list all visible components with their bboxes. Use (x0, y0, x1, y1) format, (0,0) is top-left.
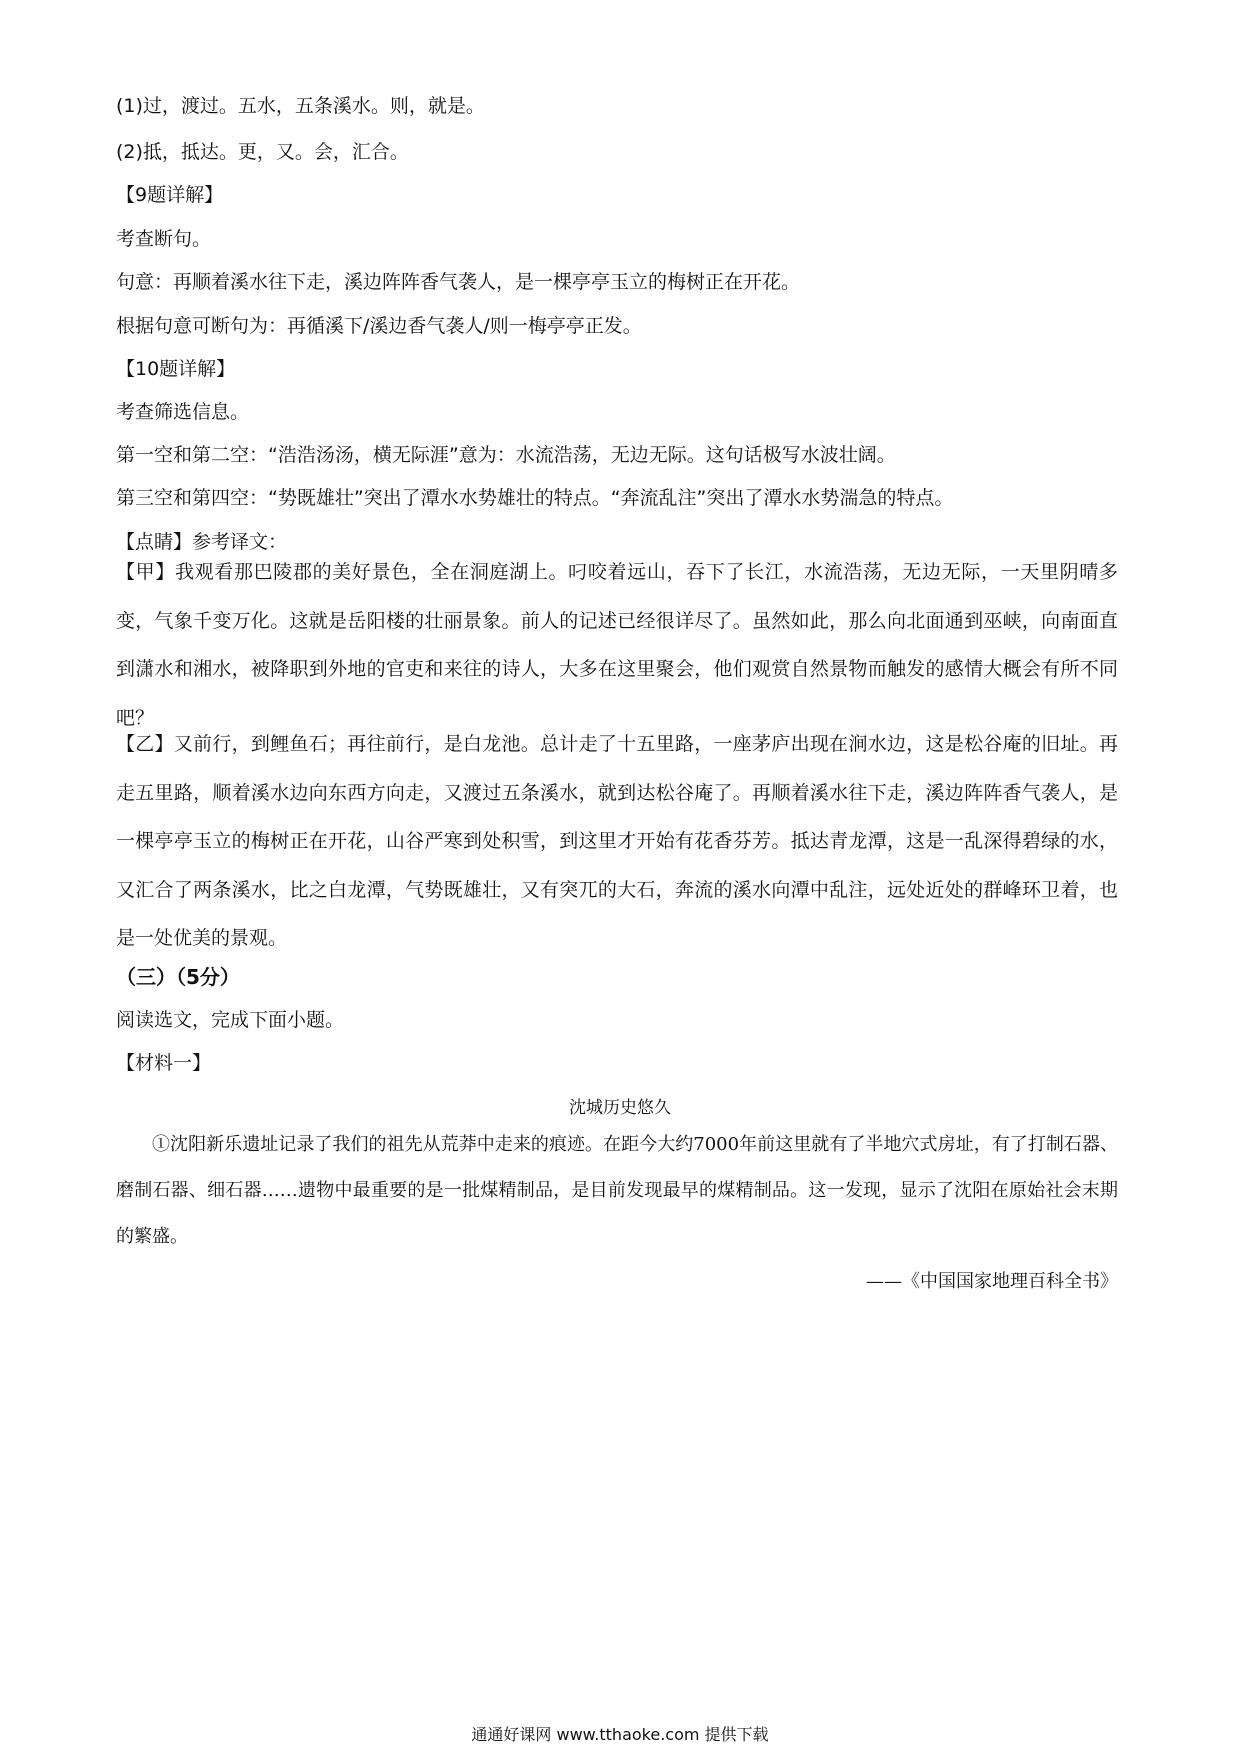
answer-line-2: (2)抵，抵达。更，又。会，汇合。 (116, 141, 409, 163)
page-footer: 通通好课网 www.tthaoke.com 提供下载 (471, 1725, 769, 1744)
q9-topic: 考查断句。 (116, 228, 212, 250)
translation-jia: 【甲】我观看那巴陵郡的美好景色，全在洞庭湖上。叼咬着远山，吞下了长江，水流浩荡，无边无际，一天里阴晴多变，气象千变万化。这就是岳阳楼的壮丽景象。前人的记述已经很详尽了。虽然如此，那么向北面通到巫峡，向南面直到潇水和湘水，被降职到外地的官吏和来往的诗人，大多在这里聚会，他们观赏自然景物而触发的感情大概会有所不同吧？ (116, 561, 1118, 729)
q10-heading: 【10题详解】 (116, 358, 236, 380)
section-heading: （三）（5分） (116, 965, 240, 989)
dianjing-heading: 【点睛】参考译文： (116, 531, 288, 553)
q10-blank-3-4: 第三空和第四空：“势既雄壮”突出了潭水水势雄壮的特点。“奔流乱注”突出了潭水水势湍急的特点。 (116, 487, 954, 509)
instruction: 阅读选文，完成下面小题。 (116, 1009, 345, 1031)
material-label: 【材料一】 (116, 1052, 212, 1074)
translation-yi: 【乙】又前行，到鲤鱼石；再往前行，是白龙池。总计走了十五里路，一座茅庐出现在涧水边，这是松谷庵的旧址。再走五里路，顺着溪水边向东西方向走，又渡过五条溪水，就到达松谷庵了。再顺着溪水往下走，溪边阵阵香气袭人，是一棵亭亭玉立的梅树正在开花，山谷严寒到处积雪，到这里才开始有花香芬芳。抵达青龙潭，这是一乱深得碧绿的水，又汇合了两条溪水，比之白龙潭，气势既雄壮，又有突兀的大石，奔流的溪水向潭中乱注，远处近处的群峰环卫着，也是一处优美的景观。 (116, 733, 1118, 949)
q10-topic: 考查筛选信息。 (116, 401, 250, 423)
answer-line-1: (1)过，渡过。五水，五条溪水。则，就是。 (116, 95, 485, 117)
q9-heading: 【9题详解】 (116, 184, 224, 206)
q10-blank-1-2: 第一空和第二空：“浩浩汤汤，横无际涯”意为：水流浩荡，无边无际。这句话极写水波壮阔。 (116, 444, 896, 466)
q9-meaning: 句意：再顺着溪水往下走，溪边阵阵香气袭人，是一棵亭亭玉立的梅树正在开花。 (116, 271, 801, 293)
article-source: ——《中国国家地理百科全书》 (866, 1271, 1118, 1292)
article-title: 沈城历史悠久 (569, 1098, 671, 1118)
article-body: ①沈阳新乐遗址记录了我们的祖先从荒莽中走来的痕迹。在距今大约7000年前这里就有了半地穴式房址，有了打制石器、磨制石器、细石器……遗物中最重要的是一批煤精制品，是目前发现最早的煤精制品。这一发现，显示了沈阳在原始社会末期的繁盛。 (116, 1134, 1118, 1247)
q9-answer: 根据句意可断句为：再循溪下/溪边香气袭人/则一梅亭亭正发。 (116, 315, 642, 337)
